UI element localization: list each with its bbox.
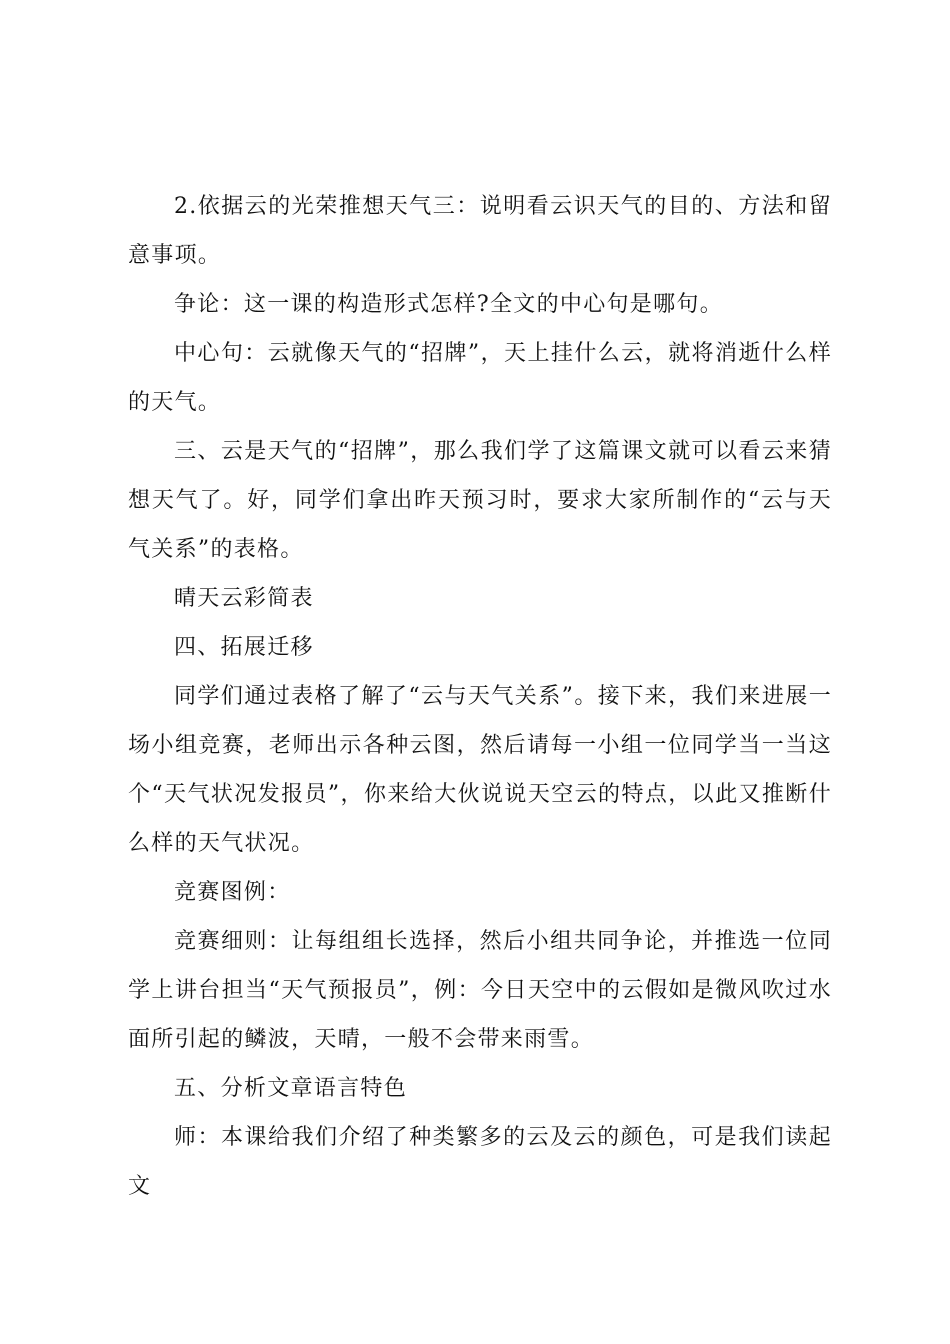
paragraph-section-five-heading: 五、分析文章语言特色 bbox=[174, 1076, 408, 1101]
paragraph-table-title: 晴天云彩简表 bbox=[174, 586, 314, 611]
paragraph-contest-intro: 同学们通过表格了解了“云与天气关系”。接下来，我们来进展一场小组竞赛，老师出示各种云图，然后请每一小组一位同学当一当这个“天气状况发报员”，你来给大伙说说天空云的特点，以此又推断什么样的天气状况。 bbox=[128, 684, 832, 856]
paragraph-section-four-heading: 四、拓展迁移 bbox=[174, 635, 314, 660]
paragraph-weather-prediction: 2.依据云的光荣推想天气三：说明看云识天气的目的、方法和留意事项。 bbox=[128, 194, 832, 268]
paragraph-teacher-remark: 师：本课给我们介绍了种类繁多的云及云的颜色，可是我们读起文 bbox=[128, 1125, 832, 1199]
document-body bbox=[128, 182, 832, 1211]
paragraph-central-sentence: 中心句：云就像天气的“招牌”，天上挂什么云，就将消逝什么样的天气。 bbox=[128, 341, 832, 415]
paragraph-discussion: 争论：这一课的构造形式怎样?全文的中心句是哪句。 bbox=[174, 292, 723, 317]
paragraph-section-three: 三、云是天气的“招牌”，那么我们学了这篇课文就可以看云来猜想天气了。好，同学们拿出昨天预习时，要求大家所制作的“云与天气关系”的表格。 bbox=[128, 439, 832, 562]
paragraph-contest-rules: 竞赛细则：让每组组长选择，然后小组共同争论，并推选一位同学上讲台担当“天气预报员”，例：今日天空中的云假如是微风吹过水面所引起的鳞波，天晴，一般不会带来雨雪。 bbox=[128, 929, 832, 1052]
paragraph-contest-legend: 竞赛图例： bbox=[174, 880, 291, 905]
